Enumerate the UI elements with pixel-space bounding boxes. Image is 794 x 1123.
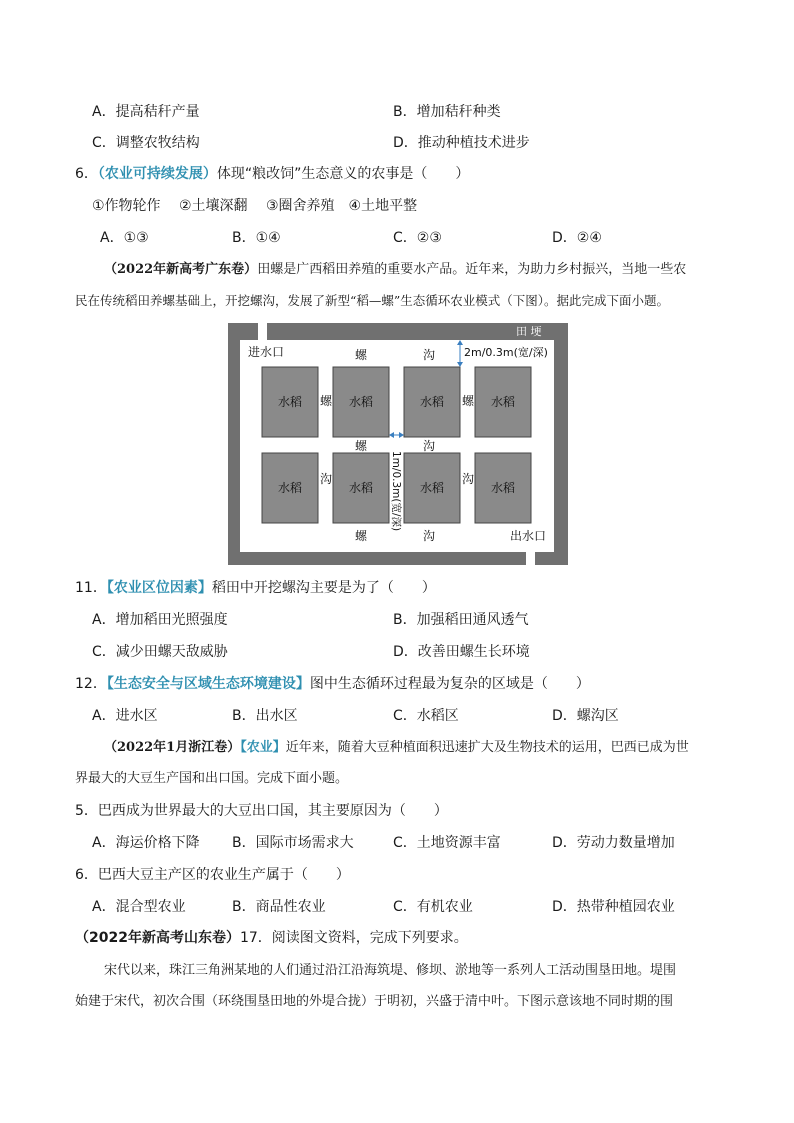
ditch-label-gou: 沟 [423,439,436,453]
q5b-option-b[interactable]: B．国际市场需求大 [232,835,354,851]
q12-option-d[interactable]: D．螺沟区 [552,708,619,724]
q6a-option-a[interactable]: A．①③ [100,230,149,246]
q17-paragraph-line2: 始建于宋代，初次合围（环绕围垦田地的外堤合拢）于明初，兴盛于清中叶。下图示意该地不同时期的围 [75,994,674,1009]
rice-block [333,453,389,523]
svg-text:水稻: 水稻 [349,395,374,409]
intro1-line1 [104,260,686,280]
q5a-option-c[interactable]: C．调整农牧结构 [92,135,200,151]
intro-text: 近年来，随着大豆种植面积迅速扩大及生物技术的运用，巴西已成为世 [285,740,689,755]
question-number: 5． [75,803,98,819]
rice-block [404,367,460,437]
q6b-option-b[interactable]: B．商品性农业 [232,899,326,915]
q6a-option-b[interactable]: B．①④ [232,230,281,246]
q5b-stem-line [75,801,448,821]
rice-block [475,453,531,523]
q5b-option-c[interactable]: C．土地资源丰富 [393,835,501,851]
outlet-gap [526,552,535,565]
q11-option-c[interactable]: C．减少田螺天敌威胁 [92,644,228,660]
topic-tag: 【农业】 [240,740,286,755]
dimension-label-mid: 1m/0.3m(宽/深) [390,451,402,532]
question-number: 6． [75,867,98,883]
question-stem: 巴西成为世界最大的大豆出口国，其主要原因为（ ） [97,803,448,819]
svg-text:水稻: 水稻 [491,481,516,495]
rice-block [475,367,531,437]
rice-block [262,367,318,437]
ditch-label-luo: 螺 [462,394,475,408]
topic-tag: 【生态安全与区域生态环境建设】 [106,676,310,692]
inlet-label: 进水口 [248,345,285,359]
q5a-option-d[interactable]: D．推动种植技术进步 [393,135,530,151]
source-label: （2022年1月浙江卷） [104,740,241,755]
q11-stem-line [75,578,436,598]
q5a-option-b[interactable]: B．增加秸秆种类 [393,104,501,120]
q11-option-b[interactable]: B．加强稻田通风透气 [393,612,529,628]
intro2-line2: 界最大的大豆生产国和出口国。完成下面小题。 [75,771,349,786]
svg-text:水稻: 水稻 [491,395,516,409]
ditch-label-luo: 螺 [355,348,368,362]
question-number: 12． [75,676,107,692]
q12-stem-line [75,674,590,694]
intro-text: 田螺是广西稻田养殖的重要水产品。近年来，为助力乡村振兴，当地一些农 [257,262,687,277]
rice-block [404,453,460,523]
q6b-option-d[interactable]: D．热带种植园农业 [552,899,675,915]
question-number: 6． [75,166,98,182]
rice-block [262,453,318,523]
q12-option-c[interactable]: C．水稻区 [393,708,459,724]
q6a-option-c[interactable]: C．②③ [393,230,442,246]
q6a-stem-line [75,164,469,184]
field-ridge-label: 田 埂 [516,325,542,338]
question-stem: 巴西大豆主产区的农业生产属于（ ） [97,867,350,883]
ditch-label-luo: 螺 [320,394,333,408]
q12-option-a[interactable]: A．进水区 [92,708,158,724]
ditch-label-luo: 螺 [355,439,368,453]
question-number: 11． [75,580,107,596]
q5b-option-d[interactable]: D．劳动力数量增加 [552,835,675,851]
ditch-label-gou: 沟 [423,529,436,543]
question-stem: 图中生态循环过程最为复杂的区域是（ ） [309,676,590,692]
intro1-line2: 民在传统稻田养螺基础上，开挖螺沟，发展了新型“稻—螺”生态循环农业模式（下图）。据此完成下面小题。 [75,293,670,308]
outlet-label: 出水口 [510,529,547,543]
q6b-option-a[interactable]: A．混合型农业 [92,899,186,915]
ditch-label-gou: 沟 [462,472,475,486]
svg-text:水稻: 水稻 [278,481,303,495]
inlet-gap [258,323,267,340]
q5a-option-a[interactable]: A．提高秸秆产量 [92,104,200,120]
q17-stem-line [75,928,468,948]
source-label: （2022年新高考广东卷） [104,262,258,277]
q5b-option-a[interactable]: A．海运价格下降 [92,835,200,851]
svg-text:水稻: 水稻 [278,395,303,409]
q6b-option-c[interactable]: C．有机农业 [393,899,473,915]
topic-tag: 【农业区位因素】 [106,580,212,596]
svg-text:水稻: 水稻 [420,481,445,495]
ditch-label-gou: 沟 [320,472,333,486]
ditch-label-gou: 沟 [423,348,436,362]
q6a-option-d[interactable]: D．②④ [552,230,602,246]
question-stem: 17．阅读图文资料，完成下列要求。 [239,930,468,946]
question-stem: 稻田中开挖螺沟主要是为了（ ） [211,580,436,596]
rice-block [333,367,389,437]
q6b-stem-line [75,865,350,885]
svg-text:水稻: 水稻 [349,481,374,495]
rice-snail-diagram [228,323,568,565]
q12-option-b[interactable]: B．出水区 [232,708,298,724]
q11-option-d[interactable]: D．改善田螺生长环境 [393,644,530,660]
ditch-label-luo: 螺 [355,529,368,543]
q11-option-a[interactable]: A．增加稻田光照强度 [92,612,228,628]
svg-text:水稻: 水稻 [420,395,445,409]
source-label: （2022年新高考山东卷） [75,930,240,946]
intro2-line1 [104,738,689,758]
q17-paragraph-line1: 宋代以来，珠江三角洲某地的人们通过沿江沿海筑堤、修坝、淤地等一系列人工活动围垦田地。堤围 [104,963,677,978]
q6a-items: ①作物轮作 ②土壤深翻 ③圈舍养殖 ④土地平整 [92,198,418,214]
topic-tag: （农业可持续发展） [97,166,217,182]
question-stem: 体现“粮改饲”生态意义的农事是（ ） [216,166,470,182]
dimension-label-top: 2m/0.3m(宽/深) [464,346,548,359]
